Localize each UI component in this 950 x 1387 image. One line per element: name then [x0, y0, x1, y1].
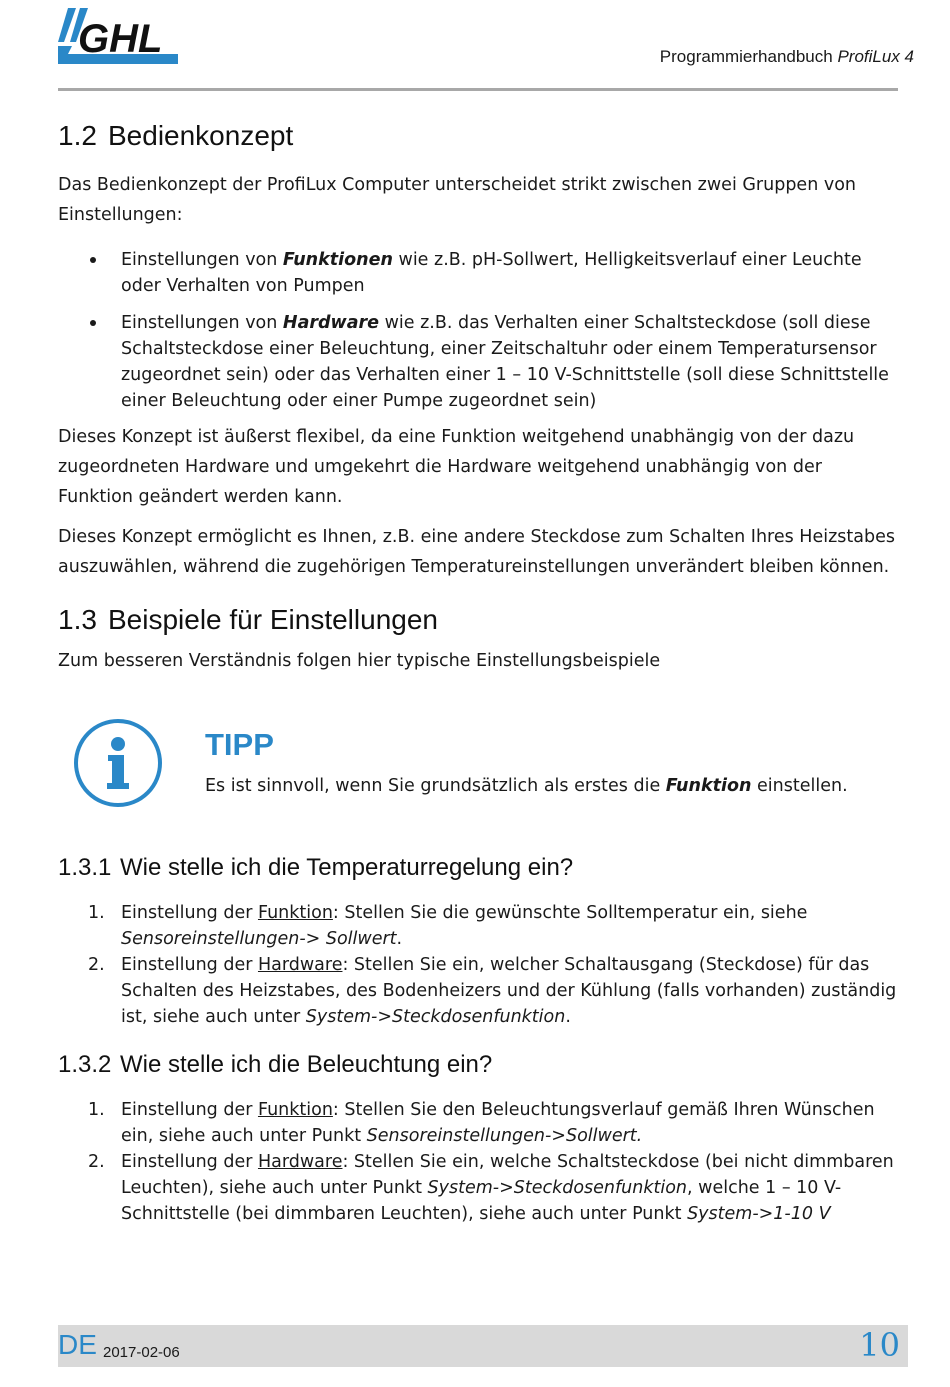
paragraph-flexibility: Dieses Konzept ist äußerst flexibel, da eine Funktion weitgehend unabhängig von der dazu zugeordneten Hardware und umgekehrt die Hardware weitgehend unabhängig von der Funktion geändert werden kann.: [58, 427, 855, 507]
heading-1-3-1: 1.3.1 Wie stelle ich die Temperaturregelung ein?: [58, 854, 574, 881]
tip-title: TIPP: [205, 727, 274, 762]
tip-text: Es ist sinnvoll, wenn Sie grundsätzlich als erstes die Funktion einstellen.: [205, 776, 848, 796]
bullet-functions: Einstellungen von Funktionen wie z.B. pH-Sollwert, Helligkeitsverlauf einer Leuchte oder Verhalten von Pumpen: [58, 247, 898, 299]
lighting-step-2: 2. Einstellung der Hardware: Stellen Sie ein, welche Schaltsteckdose (bei nicht dimmbaren Leuchten), siehe auch unter Punkt System->Steckdosenfunktion, welche 1 – 10 V-Schnittstelle (bei dimmbaren Leuchten), siehe auch unter Punkt System->1-10 V: [88, 1152, 894, 1224]
temperature-step-1: 1. Einstellung der Funktion: Stellen Sie die gewünschte Solltemperatur ein, siehe Sensoreinstellungen-> Sollwert.: [88, 903, 808, 949]
document-title: Programmierhandbuch ProfiLux 4: [659, 47, 914, 66]
paragraph-examples-intro: Zum besseren Verständnis folgen hier typische Einstellungsbeispiele: [58, 651, 661, 671]
lighting-steps: [58, 1097, 898, 1227]
bullet-list: [58, 247, 898, 414]
footer-language: DE: [58, 1329, 97, 1360]
temperature-step-2: 2. Einstellung der Hardware: Stellen Sie ein, welcher Schaltausgang (Steckdose) für das Schalten des Heizstabes, des Bodenheizers und der Kühlung (falls vorhanden) zuständig ist, siehe auch unter System->Steckdosenfunktion.: [88, 955, 897, 1027]
page-content: [58, 116, 898, 1227]
page-footer: [58, 1325, 908, 1367]
page-number: 10: [859, 1326, 900, 1364]
temperature-steps: [58, 900, 898, 1030]
heading-1-3-2: 1.3.2 Wie stelle ich die Beleuchtung ein?: [58, 1051, 493, 1078]
heading-1-3: 1.3 Beispiele für Einstellungen: [58, 604, 438, 635]
bullet-hardware: Einstellungen von Hardware wie z.B. das Verhalten einer Schaltsteckdose (soll diese Schaltsteckdose einer Beleuchtung, einer Zeitschaltuhr oder einem Temperatursensor zugeordnet sein) oder das Verhalten einer 1 – 10 V-Schnittstelle (soll diese Schnittstelle einer Beleuchtung oder einer Pumpe zugeordnet sein): [58, 310, 898, 414]
footer-date: 2017-02-06: [103, 1344, 180, 1361]
ghl-logo: [58, 8, 178, 66]
heading-1-2: 1.2 Bedienkonzept: [58, 120, 294, 151]
paragraph-example: Dieses Konzept ermöglicht es Ihnen, z.B. eine andere Steckdose zum Schalten Ihres Heizstabes auszuwählen, während die zugehörigen Temperatureinstellungen unverändert bleiben können.: [58, 527, 895, 577]
info-icon: [72, 717, 164, 809]
lighting-step-1: 1. Einstellung der Funktion: Stellen Sie den Beleuchtungsverlauf gemäß Ihren Wünschen ein, siehe auch unter Punkt Sensoreinstellungen->Sollwert.: [88, 1100, 875, 1146]
header-divider: [58, 88, 898, 91]
logo-text: GHL: [78, 17, 163, 61]
paragraph-intro: Das Bedienkonzept der ProfiLux Computer unterscheidet strikt zwischen zwei Gruppen von Einstellungen:: [58, 175, 857, 225]
tip-box: [58, 717, 898, 827]
